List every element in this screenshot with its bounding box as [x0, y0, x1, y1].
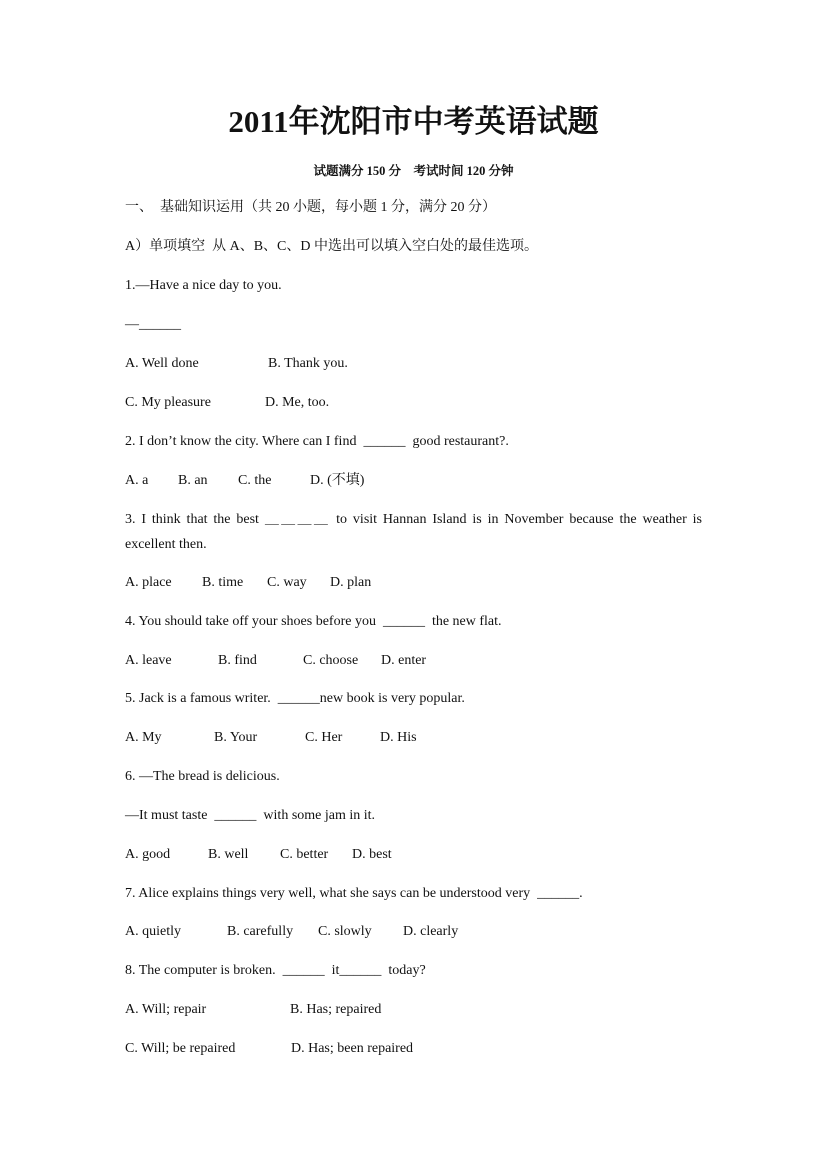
question-6-option-c: C. better [280, 847, 329, 862]
question-1-option-c: C. My pleasure [125, 395, 211, 410]
question-5-stem: 5. Jack is a famous writer. ______new book is very popular. [125, 691, 465, 706]
question-5-option-a: A. My [125, 730, 162, 745]
question-6-option-b: B. well [208, 847, 249, 862]
question-4-option-b: B. find [218, 653, 257, 668]
question-4-option-d: D. enter [381, 653, 427, 668]
question-2-stem: 2. I don’t know the city. Where can I find ______ good restaurant?. [125, 434, 509, 449]
question-3-option-d: D. plan [330, 575, 372, 590]
question-1-reply: —______ [125, 317, 181, 332]
question-6-reply: —It must taste ______ with some jam in it. [125, 808, 376, 823]
question-2-option-a: A. a [125, 473, 149, 488]
question-5-option-c: C. Her [305, 730, 343, 745]
question-8-stem: 8. The computer is broken. ______ it______ today? [125, 963, 426, 978]
question-1-option-b: B. Thank you. [268, 356, 348, 371]
question-4-option-a: A. leave [125, 653, 172, 668]
question-3-option-b: B. time [202, 575, 244, 590]
question-6-option-d: D. best [352, 847, 392, 862]
question-4-option-c: C. choose [303, 653, 359, 668]
question-5-option-b: B. Your [214, 730, 258, 745]
question-7-option-b: B. carefully [227, 924, 294, 939]
question-8-option-a: A. Will; repair [125, 1002, 207, 1017]
question-1-option-d: D. Me, too. [265, 395, 330, 410]
question-1-option-a: A. Well done [125, 356, 199, 371]
question-8-option-b: B. Has; repaired [290, 1002, 382, 1017]
part-a-instructions: A）单项填空 从 A、B、C、D 中选出可以填入空白处的最佳选项。 [125, 239, 539, 254]
question-3-option-a: A. place [125, 575, 172, 590]
question-8-option-c: C. Will; be repaired [125, 1041, 236, 1056]
question-7-option-a: A. quietly [125, 924, 181, 939]
question-7-option-c: C. slowly [318, 924, 372, 939]
question-7-option-d: D. clearly [403, 924, 459, 939]
section-heading: 一、 基础知识运用（共 20 小题，每小题 1 分，满分 20 分） [125, 200, 496, 215]
question-6-option-a: A. good [125, 847, 171, 862]
question-2-option-d: D. (不填) [310, 473, 365, 488]
question-2-option-b: B. an [178, 473, 208, 488]
question-5-option-d: D. His [380, 730, 417, 745]
question-2-option-c: C. the [238, 473, 272, 488]
question-3-stem: 3. I think that the best ＿＿＿＿ to visit Hannan Island is in November because the weather is excellent then. [125, 512, 702, 552]
question-4-stem: 4. You should take off your shoes before you ______ the new flat. [125, 614, 502, 629]
exam-subtitle: 试题满分 150 分 考试时间 120 分钟 [313, 164, 514, 178]
question-8-option-d: D. Has; been repaired [291, 1041, 414, 1056]
question-3-option-c: C. way [267, 575, 307, 590]
exam-title: 2011年沈阳市中考英语试题 [228, 104, 599, 139]
question-6-stem: 6. —The bread is delicious. [125, 769, 280, 784]
question-1-stem: 1.—Have a nice day to you. [125, 278, 282, 293]
question-7-stem: 7. Alice explains things very well, what she says can be understood very ______. [125, 886, 583, 901]
